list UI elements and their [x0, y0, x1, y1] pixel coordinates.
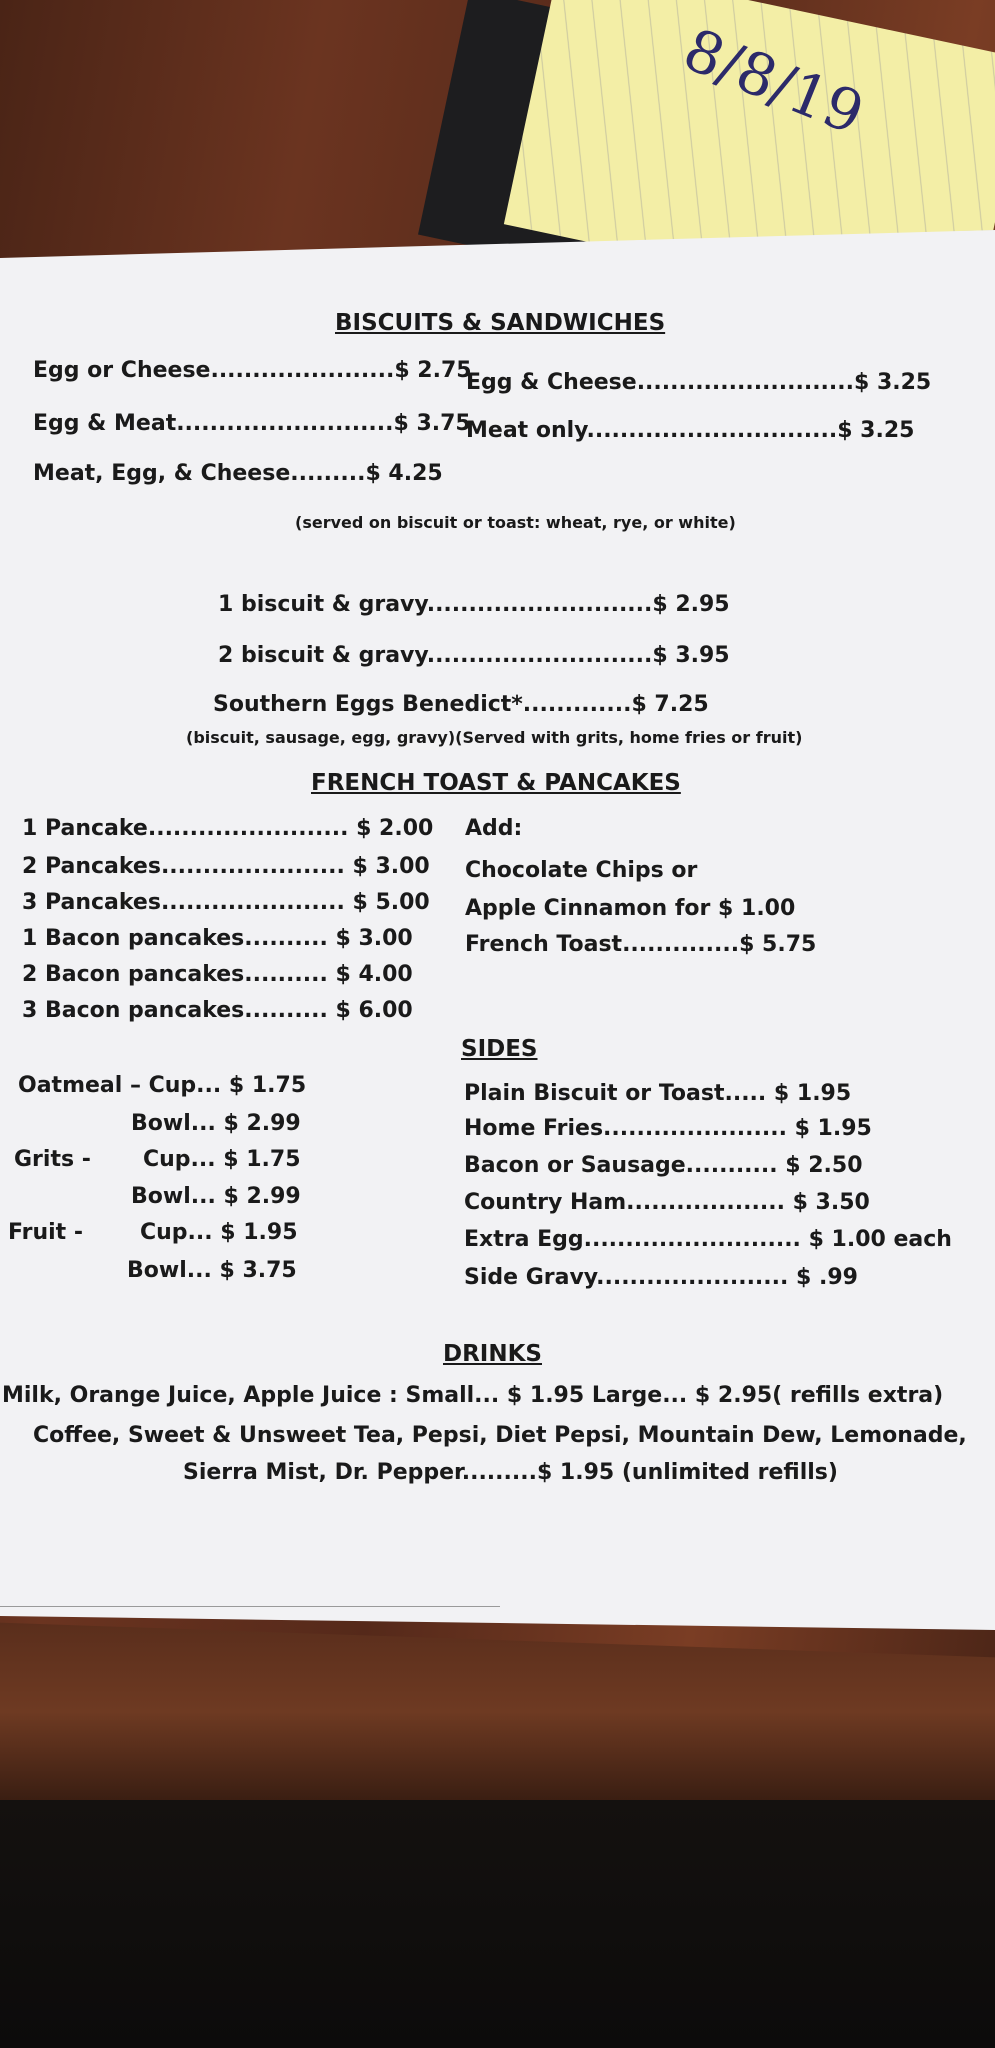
menu-item: 2 Pancakes...................... $ 3.00 — [22, 854, 430, 879]
menu-item: Extra Egg.......................... $ 1.00 each — [464, 1227, 952, 1252]
menu-item: Apple Cinnamon for $ 1.00 — [465, 896, 796, 921]
menu-item: 1 Bacon pancakes.......... $ 3.00 — [22, 926, 413, 951]
section-title-drinks: DRINKS — [443, 1341, 542, 1367]
sheet-edge-line — [0, 1606, 500, 1607]
menu-item: 1 Pancake........................ $ 2.00 — [22, 816, 434, 841]
menu-item: Egg or Cheese......................$ 2.75 — [33, 358, 472, 383]
drinks-line: Sierra Mist, Dr. Pepper.........$ 1.95 (unlimited refills) — [183, 1460, 838, 1485]
menu-item: Cup... $ 1.75 — [143, 1147, 301, 1172]
menu-item: Meat, Egg, & Cheese.........$ 4.25 — [33, 461, 443, 486]
menu-item: 2 biscuit & gravy...........................$ 3.95 — [218, 643, 730, 668]
menu-item: 3 Pancakes...................... $ 5.00 — [22, 890, 430, 915]
menu-item: Meat only..............................$ 3.25 — [466, 418, 915, 443]
menu-item: Oatmeal – Cup... $ 1.75 — [18, 1073, 307, 1098]
menu-item: 3 Bacon pancakes.......... $ 6.00 — [22, 998, 413, 1023]
menu-item: Southern Eggs Benedict*.............$ 7.25 — [213, 692, 709, 717]
menu-item: Cup... $ 1.95 — [140, 1220, 298, 1245]
menu-item: 2 Bacon pancakes.......... $ 4.00 — [22, 962, 413, 987]
menu-item-label: Fruit - — [8, 1220, 83, 1245]
dark-foreground — [0, 1800, 995, 2048]
section-title-french-toast: FRENCH TOAST & PANCAKES — [311, 770, 681, 796]
handwritten-date: 8/8/19 — [674, 15, 874, 148]
drinks-line: Milk, Orange Juice, Apple Juice : Small... $ 1.95 Large... $ 2.95( refills extra) — [2, 1383, 944, 1408]
menu-item: Bowl... $ 2.99 — [131, 1111, 301, 1136]
menu-item: Egg & Cheese..........................$ 3.25 — [466, 370, 932, 395]
menu-item: Egg & Meat..........................$ 3.75 — [33, 411, 471, 436]
section-title-biscuits: BISCUITS & SANDWICHES — [335, 310, 666, 336]
menu-item: Bacon or Sausage........... $ 2.50 — [464, 1153, 863, 1178]
menu-item: French Toast..............$ 5.75 — [465, 932, 817, 957]
menu-item-label: Grits - — [14, 1147, 91, 1172]
menu-item: Add: — [465, 816, 523, 841]
menu-item: Country Ham................... $ 3.50 — [464, 1190, 870, 1215]
section-title-sides: SIDES — [461, 1036, 538, 1062]
menu-item: Plain Biscuit or Toast..... $ 1.95 — [464, 1081, 852, 1106]
menu-item: Bowl... $ 2.99 — [131, 1184, 301, 1209]
menu-item: 1 biscuit & gravy...........................$ 2.95 — [218, 592, 730, 617]
menu-item: Home Fries...................... $ 1.95 — [464, 1116, 872, 1141]
menu-item: Side Gravy....................... $ .99 — [464, 1265, 858, 1290]
menu-item: Bowl... $ 3.75 — [127, 1258, 297, 1283]
section-note-biscuits: (served on biscuit or toast: wheat, rye, or white) — [295, 513, 736, 532]
section-note-gravy: (biscuit, sausage, egg, gravy)(Served with grits, home fries or fruit) — [186, 728, 803, 747]
menu-item: Chocolate Chips or — [465, 858, 698, 883]
drinks-line: Coffee, Sweet & Unsweet Tea, Pepsi, Diet Pepsi, Mountain Dew, Lemonade, — [33, 1423, 967, 1448]
